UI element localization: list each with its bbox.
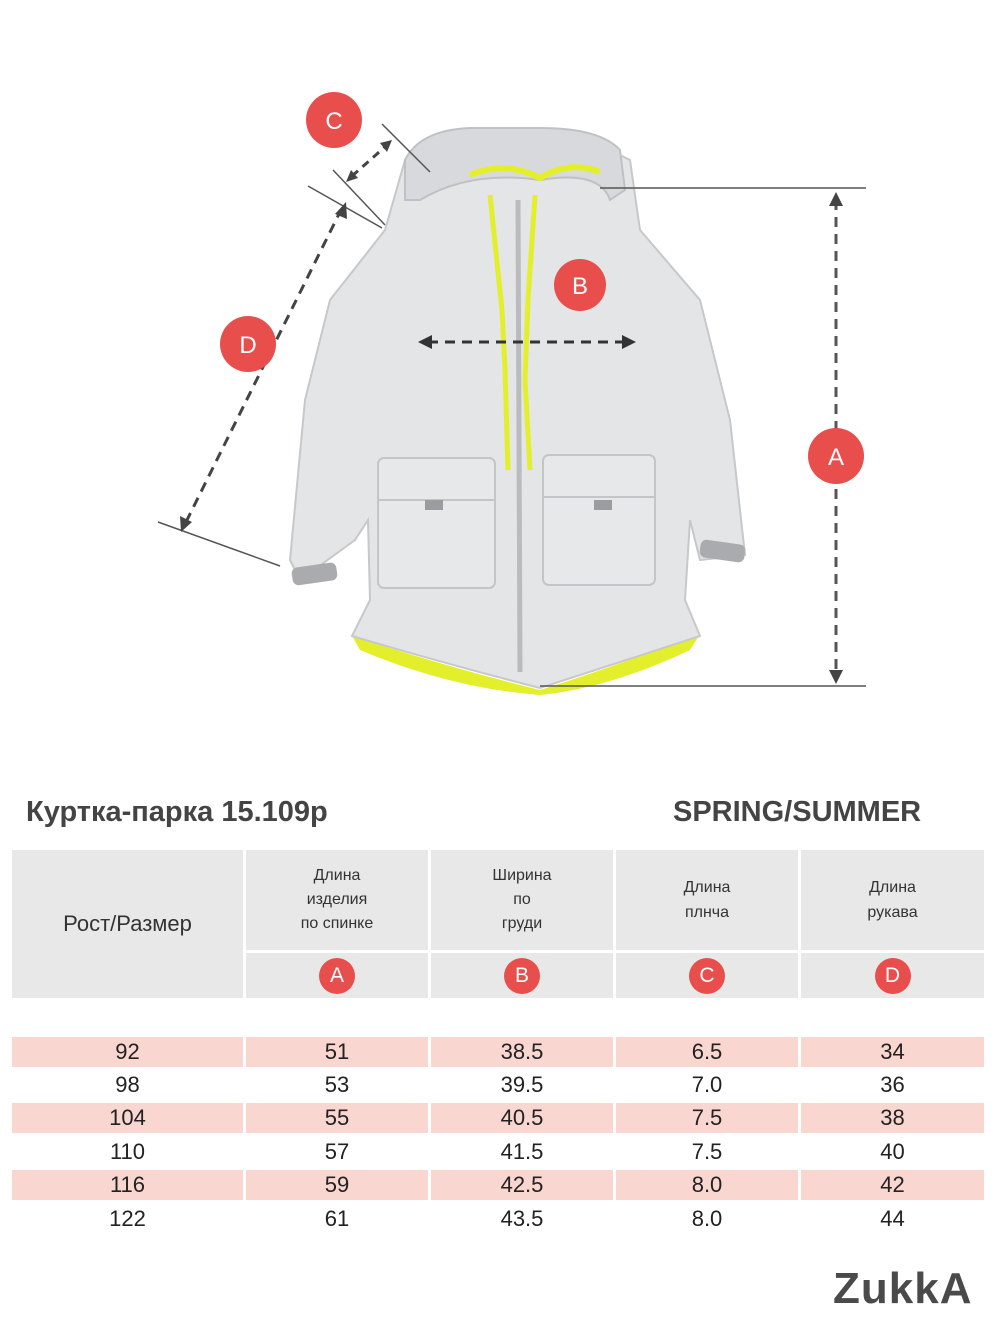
cell-size: 98: [115, 1072, 140, 1097]
header-chest-width-label: Ширина по груди: [492, 867, 552, 932]
table-row: [12, 1037, 984, 1067]
cell-shoulder-length: 7.5: [691, 1139, 723, 1164]
brand-logo: ZukkA: [833, 1264, 973, 1313]
cell-shoulder-length: 8.0: [616, 1170, 798, 1200]
header-size-label: Рост/Размер: [63, 911, 192, 936]
cell-back-length: 55: [246, 1103, 428, 1133]
badge-d: [220, 316, 276, 372]
badge-c: [306, 92, 362, 148]
header-shoulder-length-badge-cell: [616, 953, 798, 998]
table-row: [12, 1204, 984, 1234]
jacket-zipper: [518, 200, 520, 672]
badge-a: [808, 428, 864, 484]
header-badge-d: D: [875, 958, 911, 994]
svg-text:D: D: [239, 332, 257, 359]
cell-chest-width: 43.5: [500, 1206, 544, 1231]
cell-sleeve-length: 34: [801, 1037, 984, 1067]
cell-shoulder-length: 6.5: [616, 1037, 798, 1067]
cell-shoulder-length: 8.0: [691, 1206, 723, 1231]
header-back-length: [246, 850, 428, 950]
cell-shoulder-length: 7.0: [691, 1072, 723, 1097]
cell-sleeve-length: 38: [801, 1103, 984, 1133]
cell-size: 110: [109, 1139, 146, 1164]
cell-size: 104: [12, 1103, 243, 1133]
cell-sleeve-length: 44: [880, 1206, 905, 1231]
cell-back-length: 51: [246, 1037, 428, 1067]
cell-sleeve-length: 36: [880, 1072, 905, 1097]
header-back-length-label: Длина изделия по спинке: [300, 867, 374, 932]
pocket-left: [378, 458, 495, 588]
cell-chest-width: 39.5: [500, 1072, 544, 1097]
svg-text:A: A: [827, 444, 845, 471]
cell-chest-width: 40.5: [431, 1103, 613, 1133]
header-badge-c: C: [689, 958, 725, 994]
cell-size: 92: [12, 1037, 243, 1067]
cell-chest-width: 41.5: [500, 1139, 544, 1164]
table-row: [12, 1170, 984, 1200]
header-back-length-badge-cell: [246, 953, 428, 998]
header-badge-b: B: [504, 958, 540, 994]
header-sleeve-length: [801, 850, 984, 950]
cell-shoulder-length: 7.5: [616, 1103, 798, 1133]
header-shoulder-length-label: Длина плнча: [683, 879, 731, 921]
badge-b: [554, 259, 606, 311]
svg-text:C: C: [325, 108, 343, 135]
cell-back-length: 53: [324, 1072, 350, 1097]
cell-back-length: 57: [324, 1139, 350, 1164]
cell-size: 122: [109, 1206, 146, 1231]
cell-chest-width: 42.5: [431, 1170, 613, 1200]
header-size: [12, 850, 243, 998]
season-label: SPRING/SUMMER: [673, 796, 922, 828]
table-row: [12, 1103, 984, 1133]
cell-sleeve-length: 42: [801, 1170, 984, 1200]
table-row: [12, 1137, 984, 1167]
svg-text:B: B: [571, 273, 589, 300]
table-row: [12, 1070, 984, 1100]
header-shoulder-length: [616, 850, 798, 950]
cell-back-length: 61: [324, 1206, 350, 1231]
pocket-right: [543, 455, 655, 585]
cell-chest-width: 38.5: [431, 1037, 613, 1067]
cell-size: 116: [12, 1170, 243, 1200]
cell-sleeve-length: 40: [880, 1139, 905, 1164]
header-sleeve-length-label: Длина рукава: [867, 879, 918, 921]
product-title: Куртка-парка 15.109р: [26, 796, 328, 828]
header-sleeve-length-badge-cell: [801, 953, 984, 998]
header-chest-width-badge-cell: [431, 953, 613, 998]
header-chest-width: [431, 850, 613, 950]
header-badge-a: A: [319, 958, 355, 994]
cell-back-length: 59: [246, 1170, 428, 1200]
